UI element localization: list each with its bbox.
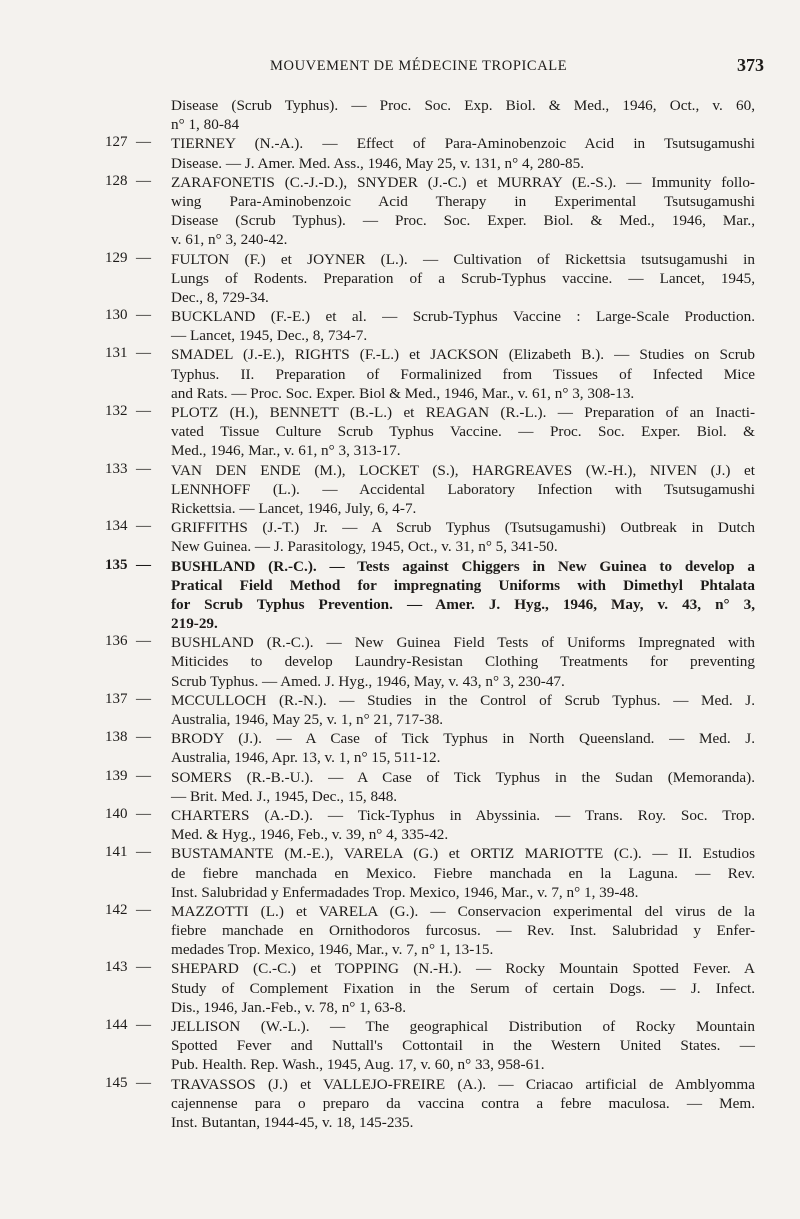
bibliography-entry	[105, 1017, 755, 1075]
entry-number: 145	[105, 1074, 128, 1091]
text-line: Pratical Field Method for impregnating Uniforms with Dimethyl Phtalata	[171, 576, 755, 594]
text-line: Med., 1946, Mar., v. 61, n° 3, 313-17.	[171, 442, 401, 460]
entry-dash: —	[136, 959, 151, 976]
entry-dash: —	[136, 345, 151, 362]
bibliography-entry	[105, 633, 755, 691]
entry-dash: —	[136, 633, 151, 650]
bibliography-entry	[105, 902, 755, 960]
text-line: vated Tissue Culture Scrub Typhus Vaccine. — Proc. Soc. Exper. Biol. &	[171, 423, 755, 441]
bibliography-entry	[105, 307, 755, 345]
text-line: BRODY (J.). — A Case of Tick Typhus in North Queensland. — Med. J.	[171, 730, 755, 748]
entry-dash: —	[136, 307, 151, 324]
text-line: BUSTAMANTE (M.-E.), VARELA (G.) et ORTIZ MARIOTTE (C.). — II. Estudios	[171, 845, 755, 863]
entry-number: 128	[105, 172, 128, 189]
text-line: Lungs of Rodents. Preparation of a Scrub-Typhus vaccine. — Lancet, 1945,	[171, 269, 755, 287]
bibliography-list	[105, 96, 755, 1132]
entry-number: 130	[105, 307, 128, 324]
entry-dash: —	[136, 134, 151, 151]
text-line: Miticides to develop Laundry-Resistan Clothing Treatments for preventing	[171, 653, 755, 671]
text-line: Disease. — J. Amer. Med. Ass., 1946, May 25, v. 131, n° 4, 280-85.	[171, 154, 585, 172]
entry-dash: —	[136, 729, 151, 746]
entry-number: 134	[105, 518, 128, 535]
entry-dash: —	[136, 249, 151, 266]
text-line: fiebre manchade en Ornithodoros furcosus. — Rev. Inst. Salubridad y Enfer-	[171, 922, 755, 940]
entry-dash: —	[136, 901, 151, 918]
text-line: ZARAFONETIS (C.-J.-D.), SNYDER (J.-C.) et MURRAY (E.-S.). — Immunity follo-	[171, 173, 755, 191]
entry-number: 129	[105, 249, 128, 266]
text-line: Pub. Health. Rep. Wash., 1945, Aug. 17, v. 60, n° 33, 958-61.	[171, 1056, 545, 1074]
text-line: LENNHOFF (L.). — Accidental Laboratory Infection with Tsutsugamushi	[171, 480, 755, 498]
entry-dash: —	[136, 767, 151, 784]
text-line: BUSHLAND (R.-C.). — Tests against Chiggers in New Guinea to develop a	[171, 557, 755, 575]
entry-number: 143	[105, 959, 128, 976]
text-line: TRAVASSOS (J.) et VALLEJO-FREIRE (A.). — Criacao artificial de Amblyomma	[171, 1075, 755, 1093]
text-line: PLOTZ (H.), BENNETT (B.-L.) et REAGAN (R.-L.). — Preparation of an Inacti-	[171, 404, 755, 421]
bibliography-entry	[105, 134, 755, 172]
text-line: Dec., 8, 729-34.	[171, 288, 269, 306]
text-line: for Scrub Typhus Prevention. — Amer. J. Hyg., 1946, May, v. 43, n° 3,	[171, 595, 755, 613]
text-line: Study of Complement Fixation in the Serum of certain Dogs. — J. Infect.	[171, 979, 755, 997]
bibliography-entry	[105, 768, 755, 806]
bibliography-entry	[105, 461, 755, 519]
bibliography-entry	[105, 844, 755, 902]
entry-number: 136	[105, 633, 128, 650]
entry-dash: —	[136, 844, 151, 861]
text-line: SMADEL (J.-E.), RIGHTS (F.-L.) et JACKSON (Elizabeth B.). — Studies on Scrub	[171, 346, 755, 364]
entry-number: 141	[105, 844, 128, 861]
bibliography-entry	[105, 691, 755, 729]
text-line: Australia, 1946, May 25, v. 1, n° 21, 717-38.	[171, 711, 444, 728]
text-line: n° 1, 80-84	[171, 116, 240, 134]
text-line: Australia, 1946, Apr. 13, v. 1, n° 15, 511-12.	[171, 749, 441, 767]
text-line: Inst. Salubridad y Enfermadades Trop. Mexico, 1946, Mar., v. 7, n° 1, 39-48.	[171, 883, 639, 901]
text-line: Med. & Hyg., 1946, Feb., v. 39, n° 4, 335-42.	[171, 826, 449, 844]
bibliography-entry	[105, 806, 755, 844]
text-line: 219-29.	[171, 615, 218, 633]
text-line: VAN DEN ENDE (M.), LOCKET (S.), HARGREAVES (W.-H.), NIVEN (J.) et	[171, 461, 755, 479]
entry-dash: —	[136, 172, 151, 189]
text-line: — Lancet, 1945, Dec., 8, 734-7.	[171, 327, 368, 345]
text-line: wing Para-Aminobenzoic Acid Therapy in Experimental Tsutsugamushi	[171, 192, 755, 210]
entry-number: 127	[105, 134, 128, 151]
text-line: BUCKLAND (F.-E.) et al. — Scrub-Typhus Vaccine : Large-Scale Production.	[171, 308, 755, 326]
entry-number: 131	[105, 345, 128, 362]
entry-dash: —	[136, 1074, 151, 1091]
page-number: 373	[737, 55, 764, 75]
entry-dash: —	[136, 690, 151, 707]
continuation-text	[105, 96, 755, 134]
text-line: medades Trop. Mexico, 1946, Mar., v. 7, n° 1, 13-15.	[171, 941, 494, 959]
bibliography-entry	[105, 403, 755, 461]
text-line: Spotted Fever and Nuttall's Cottontail in the Western United States. —	[171, 1037, 755, 1055]
text-line: SHEPARD (C.-C.) et TOPPING (N.-H.). — Rocky Mountain Spotted Fever. A	[171, 960, 755, 978]
entry-number: 135	[105, 556, 128, 573]
text-line: Disease (Scrub Typhus). — Proc. Soc. Exp. Biol. & Med., 1946, Oct., v. 60,	[171, 97, 755, 114]
entry-number: 137	[105, 690, 128, 707]
text-line: MAZZOTTI (L.) et VARELA (G.). — Conservacion experimental del virus de la	[171, 902, 755, 920]
text-line: New Guinea. — J. Parasitology, 1945, Oct., v. 31, n° 5, 341-50.	[171, 538, 558, 556]
entry-number: 133	[105, 460, 128, 477]
bibliography-entry	[105, 345, 755, 403]
text-line: TIERNEY (N.-A.). — Effect of Para-Aminobenzoic Acid in Tsutsugamushi	[171, 135, 755, 153]
text-line: — Brit. Med. J., 1945, Dec., 15, 848.	[171, 787, 398, 805]
bibliography-entry	[105, 959, 755, 1017]
text-line: Rickettsia. — Lancet, 1946, July, 6, 4-7.	[171, 499, 417, 517]
text-line: cajennense para o preparo da vaccina contra a febre maculosa. — Mem.	[171, 1094, 755, 1112]
entry-dash: —	[136, 805, 151, 822]
text-line: and Rats. — Proc. Soc. Exper. Biol & Med., 1946, Mar., v. 61, n° 3, 308-13.	[171, 384, 635, 402]
bibliography-entry	[105, 1075, 755, 1133]
text-line: Dis., 1946, Jan.-Feb., v. 78, n° 1, 63-8.	[171, 998, 406, 1016]
entry-dash: —	[136, 403, 151, 419]
entry-number: 132	[105, 403, 128, 419]
entry-dash: —	[136, 556, 151, 573]
text-line: Scrub Typhus. — Amed. J. Hyg., 1946, May, v. 43, n° 3, 230-47.	[171, 672, 565, 690]
bibliography-entry	[105, 173, 755, 250]
text-line: JELLISON (W.-L.). — The geographical Distribution of Rocky Mountain	[171, 1018, 755, 1035]
text-line: de fiebre manchada en Mexico. Fiebre manchada en la Laguna. — Rev.	[171, 864, 755, 882]
text-line: Disease (Scrub Typhus). — Proc. Soc. Exper. Biol. & Med., 1946, Mar.,	[171, 212, 755, 230]
bibliography-entry	[105, 729, 755, 767]
entry-dash: —	[136, 460, 151, 477]
text-line: FULTON (F.) et JOYNER (L.). — Cultivation of Rickettsia tsutsugamushi in	[171, 250, 755, 268]
entry-dash: —	[136, 1017, 151, 1033]
entry-number: 138	[105, 729, 128, 746]
entry-number: 139	[105, 767, 128, 784]
entry-number: 142	[105, 901, 128, 918]
text-line: SOMERS (R.-B.-U.). — A Case of Tick Typhus in the Sudan (Memoranda).	[171, 768, 755, 786]
text-line: CHARTERS (A.-D.). — Tick-Typhus in Abyssinia. — Trans. Roy. Soc. Trop.	[171, 806, 755, 824]
text-line: Typhus. II. Preparation of Formalinized from Tissues of Infected Mice	[171, 365, 755, 383]
bibliography-entry	[105, 518, 755, 556]
entry-number: 144	[105, 1017, 128, 1033]
text-line: v. 61, n° 3, 240-42.	[171, 231, 288, 249]
bibliography-entry	[105, 557, 755, 634]
running-title: MOUVEMENT DE MÉDECINE TROPICALE	[270, 58, 568, 74]
entry-dash: —	[136, 518, 151, 535]
text-line: Inst. Butantan, 1944-45, v. 18, 145-235.	[171, 1113, 414, 1131]
entry-number: 140	[105, 805, 128, 822]
text-line: MCCULLOCH (R.-N.). — Studies in the Control of Scrub Typhus. — Med. J.	[171, 691, 755, 709]
text-line: BUSHLAND (R.-C.). — New Guinea Field Tests of Uniforms Impregnated with	[171, 634, 755, 652]
bibliography-entry	[105, 250, 755, 308]
text-line: GRIFFITHS (J.-T.) Jr. — A Scrub Typhus (Tsutsugamushi) Outbreak in Dutch	[171, 519, 755, 537]
